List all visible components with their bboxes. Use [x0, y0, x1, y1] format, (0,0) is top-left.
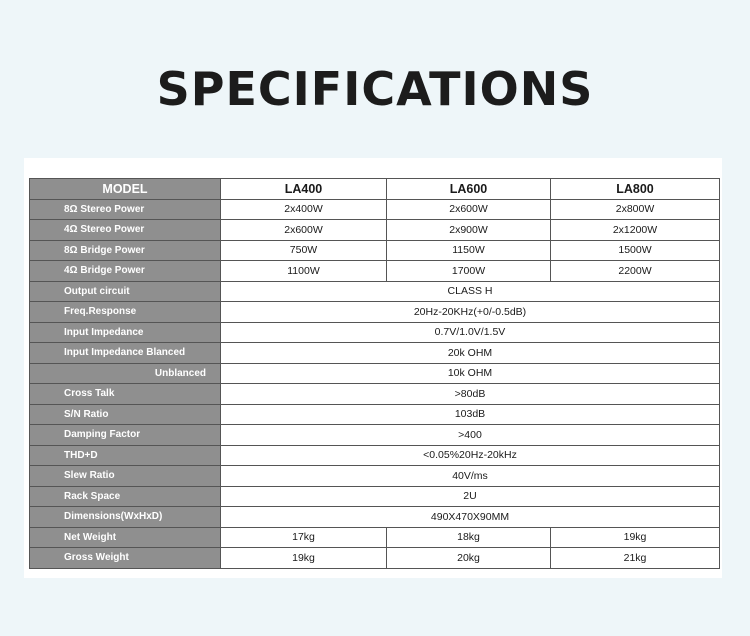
spec-table — [29, 178, 720, 569]
row-label: Input Impedance — [30, 322, 221, 343]
cell-value: 19kg — [221, 548, 387, 569]
table-row — [30, 199, 720, 220]
cell-value: 2x600W — [387, 199, 551, 220]
table-header-row — [30, 179, 720, 200]
row-label: Dimensions(WxHxD) — [30, 507, 221, 528]
row-label: Rack Space — [30, 486, 221, 507]
row-label: Gross Weight — [30, 548, 221, 569]
cell-value: 2x400W — [221, 199, 387, 220]
row-label: Cross Talk — [30, 384, 221, 405]
cell-value: 1500W — [551, 240, 720, 261]
row-label: Input Impedance Blanced — [30, 343, 221, 364]
cell-value: >400 — [221, 425, 720, 446]
table-row — [30, 486, 720, 507]
cell-value: 20kg — [387, 548, 551, 569]
cell-value: 490X470X90MM — [221, 507, 720, 528]
table-row — [30, 281, 720, 302]
cell-value: 103dB — [221, 404, 720, 425]
row-label: 8Ω Bridge Power — [30, 240, 221, 261]
table-row — [30, 343, 720, 364]
row-label: Unblanced — [30, 363, 221, 384]
row-label: 4Ω Bridge Power — [30, 261, 221, 282]
cell-value: 19kg — [551, 527, 720, 548]
model-la800: LA800 — [551, 179, 720, 200]
cell-value: CLASS H — [221, 281, 720, 302]
cell-value: 10k OHM — [221, 363, 720, 384]
table-row — [30, 548, 720, 569]
cell-value: 20Hz-20KHz(+0/-0.5dB) — [221, 302, 720, 323]
table-row — [30, 363, 720, 384]
row-label: Slew Ratio — [30, 466, 221, 487]
cell-value: 2U — [221, 486, 720, 507]
cell-value: 2200W — [551, 261, 720, 282]
table-row — [30, 240, 720, 261]
cell-value: 750W — [221, 240, 387, 261]
row-label: THD+D — [30, 445, 221, 466]
row-label: 8Ω Stereo Power — [30, 199, 221, 220]
cell-value: 18kg — [387, 527, 551, 548]
table-row — [30, 445, 720, 466]
cell-value: 40V/ms — [221, 466, 720, 487]
cell-value: 20k OHM — [221, 343, 720, 364]
table-row — [30, 220, 720, 241]
page-title: SPECIFICATIONS — [156, 62, 594, 116]
table-row — [30, 466, 720, 487]
cell-value: 21kg — [551, 548, 720, 569]
table-row — [30, 527, 720, 548]
table-row — [30, 404, 720, 425]
table-row — [30, 261, 720, 282]
cell-value: 2x600W — [221, 220, 387, 241]
row-label: Damping Factor — [30, 425, 221, 446]
table-row — [30, 384, 720, 405]
row-label: Output circuit — [30, 281, 221, 302]
row-label: Net Weight — [30, 527, 221, 548]
table-row — [30, 425, 720, 446]
row-label: 4Ω Stereo Power — [30, 220, 221, 241]
table-row — [30, 322, 720, 343]
cell-value: 2x800W — [551, 199, 720, 220]
cell-value: 0.7V/1.0V/1.5V — [221, 322, 720, 343]
model-label: MODEL — [30, 179, 221, 200]
table-row — [30, 507, 720, 528]
cell-value: 1700W — [387, 261, 551, 282]
table-row — [30, 302, 720, 323]
cell-value: >80dB — [221, 384, 720, 405]
cell-value: <0.05%20Hz-20kHz — [221, 445, 720, 466]
cell-value: 1150W — [387, 240, 551, 261]
cell-value: 17kg — [221, 527, 387, 548]
cell-value: 2x900W — [387, 220, 551, 241]
row-label: Freq.Response — [30, 302, 221, 323]
model-la400: LA400 — [221, 179, 387, 200]
cell-value: 2x1200W — [551, 220, 720, 241]
row-label: S/N Ratio — [30, 404, 221, 425]
cell-value: 1100W — [221, 261, 387, 282]
model-la600: LA600 — [387, 179, 551, 200]
